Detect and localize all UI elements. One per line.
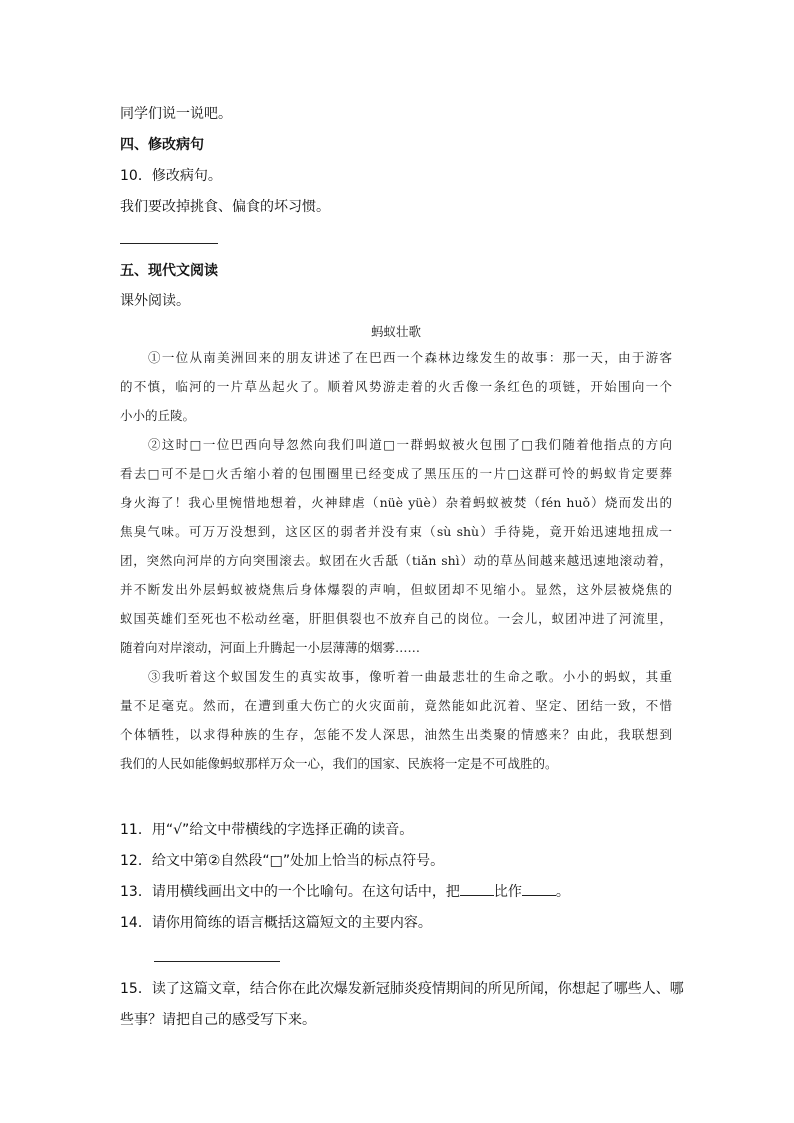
question-12: 12．给文中第②自然段“□”处加上恰当的标点符号。 bbox=[120, 853, 445, 869]
passage-line: 小小的丘陵。 bbox=[120, 408, 196, 423]
passage-line: 随着向对岸滚动，河面上升腾起一小层薄薄的烟雾…… bbox=[120, 640, 421, 655]
passage-line: ③我听着这个蚁国发生的真实故事，像听着一曲最悲壮的生命之歌。小小的蚂蚁，其重 bbox=[148, 669, 672, 684]
section-5-heading: 五、现代文阅读 bbox=[120, 263, 218, 279]
question-15-line-2: 些事？请把自己的感受写下来。 bbox=[120, 1012, 316, 1028]
question-14: 14．请你用简练的语言概括这篇短文的主要内容。 bbox=[120, 915, 432, 931]
passage-line: ①一位从南美洲回来的朋友讲述了在巴西一个森林边缘发生的故事：那一天，由于游客 bbox=[148, 350, 672, 365]
passage-title: 蚂蚁壮歌 bbox=[370, 324, 421, 339]
passage-line: 并不断发出外层蚂蚁被烧焦后身体爆裂的声响，但蚁团却不见缩小。显然，这外层被烧焦的 bbox=[120, 582, 672, 597]
passage-line: 看去□可不是□火舌缩小着的包围圈里已经变成了黑压压的一片□这群可怜的蚂蚁肯定要葬 bbox=[120, 466, 672, 481]
answer-line-q14 bbox=[154, 961, 280, 962]
answer-blank-1[interactable] bbox=[460, 882, 494, 896]
passage-line: 焦臭气味。可万万没想到，这区区的弱者并没有束（sù shù）手待毙，竟开始迅速地扭成一 bbox=[120, 524, 672, 539]
question-10-prompt: 10．修改病句。 bbox=[120, 168, 222, 184]
reading-passage bbox=[120, 322, 672, 842]
passage-line: ②这时□一位巴西向导忽然向我们叫道□一群蚂蚁被火包围了□我们随着他指点的方向 bbox=[148, 437, 672, 452]
question-13-connector: 比作 bbox=[493, 884, 522, 900]
answer-blank-2[interactable] bbox=[522, 882, 556, 896]
question-11: 11．用“√”给文中带横线的字选择正确的读音。 bbox=[120, 822, 414, 838]
passage-line: 身火海了！我心里惋惜地想着，火神肆虐（nüè yüè）杂着蚂蚁被焚（fén huǒ）烧而发出的 bbox=[120, 495, 672, 510]
passage-line: 个体牺牲，以求得种族的生存，怎能不发人深思，油然生出类聚的情感来？由此，我联想到 bbox=[120, 727, 672, 742]
question-13-end: 。 bbox=[555, 884, 570, 900]
faulty-sentence: 我们要改掉挑食、偏食的坏习惯。 bbox=[120, 199, 330, 215]
question-13-text: 13．请用横线画出文中的一个比喻句。在这句话中，把 bbox=[120, 884, 460, 900]
section-4-heading: 四、修改病句 bbox=[120, 137, 204, 153]
question-13 bbox=[120, 882, 570, 902]
answer-line-q10 bbox=[120, 243, 218, 244]
continuation-text: 同学们说一说吧。 bbox=[120, 106, 232, 122]
passage-line: 我们的人民如能像蚂蚁那样万众一心，我们的国家、民族将一定是不可战胜的。 bbox=[120, 756, 558, 771]
passage-line: 量不足毫克。然而，在遭到重大伤亡的火灾面前，竟然能如此沉着、坚定、团结一致，不惜 bbox=[120, 698, 672, 713]
question-15-line-1: 15．读了这篇文章，结合你在此次爆发新冠肺炎疫情期间的所见所闻，你想起了哪些人、哪 bbox=[120, 981, 684, 997]
reading-intro: 课外阅读。 bbox=[120, 293, 190, 309]
passage-line: 蚁国英雄们至死也不松动丝毫，肝胆俱裂也不放弃自己的岗位。一会儿，蚁团冲进了河流里， bbox=[120, 611, 672, 626]
passage-line: 的不慎，临河的一片草丛起火了。顺着风势游走着的火舌像一条红色的项链，开始围向一个 bbox=[120, 379, 672, 394]
passage-line: 团，突然向河岸的方向突围滚去。蚁团在火舌舐（tiǎn shì）动的草丛间越来越迅速地滚动着， bbox=[120, 553, 672, 568]
